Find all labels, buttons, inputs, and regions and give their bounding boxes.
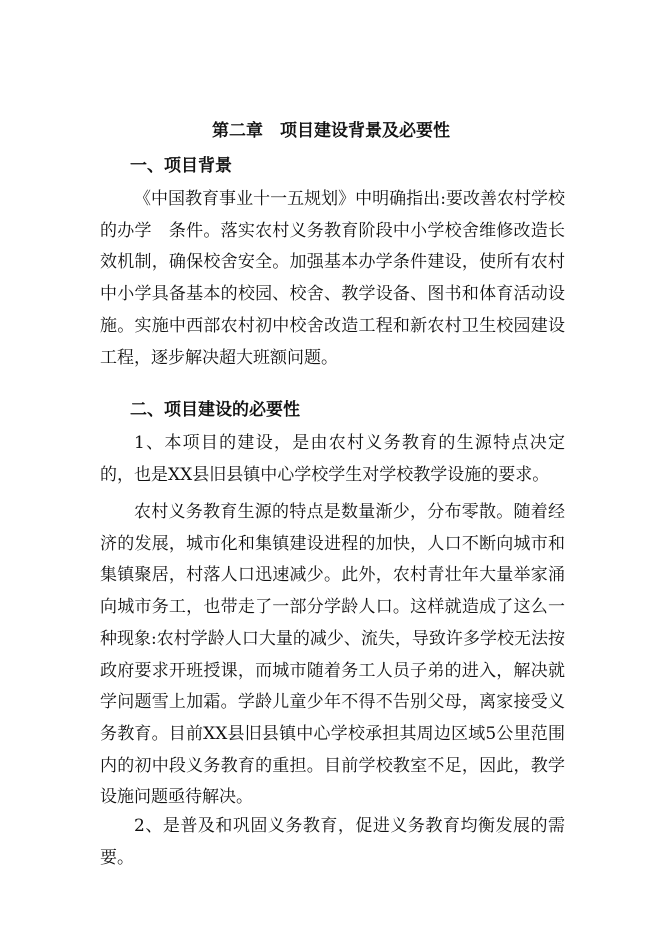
section-heading-necessity: 二、项目建设的必要性 bbox=[130, 400, 300, 420]
chapter-title: 第二章 项目建设背景及必要性 bbox=[212, 121, 450, 141]
necessity-paragraph-3: 2、是普及和巩固义务教育，促进义务教育均衡发展的需要。 bbox=[100, 816, 565, 868]
section-heading-background: 一、项目背景 bbox=[130, 156, 232, 176]
necessity-paragraph-2: 农村义务教育生源的特点是数量渐少，分布零散。随着经济的发展，城市化和集镇建设进程的加快，人口不断向城市和集镇聚居，村落人口迅速减少。此外，农村青壮年大量举家涌向城市务工，也带走了一部分学龄人口。这样就造成了这么一种现象:农村学龄人口大量的减少、流失，导致许多学校无法按政府要求开班授课，而城市随着务工人员子弟的进入，解决就学问题雪上加霜。学龄儿童少年不得不告别父母，离家接受义务教育。目前XX县旧县镇中心学校承担其周边区域5公里范围内的初中段义务教育的重担。目前学校教室不足，因此，教学设施问题亟待解决。 bbox=[100, 502, 565, 808]
background-paragraph: 《中国教育事业十一五规划》中明确指出:要改善农村学校的办学 条件。落实农村义务教育阶段中小学校舍维修改造长效机制，确保校舍安全。加强基本办学条件建设，使所有农村中小学具备基本的校园、校舍、教学设备、图书和体育活动设施。实施中西部农村初中校舍改造工程和新农村卫生校园建设工程，逐步解决超大班额问题。 bbox=[100, 189, 565, 368]
necessity-paragraph-1: 1、本项目的建设，是由农村义务教育的生源特点决定的，也是XX县旧县镇中心学校学生对学校教学设施的要求。 bbox=[100, 433, 565, 485]
